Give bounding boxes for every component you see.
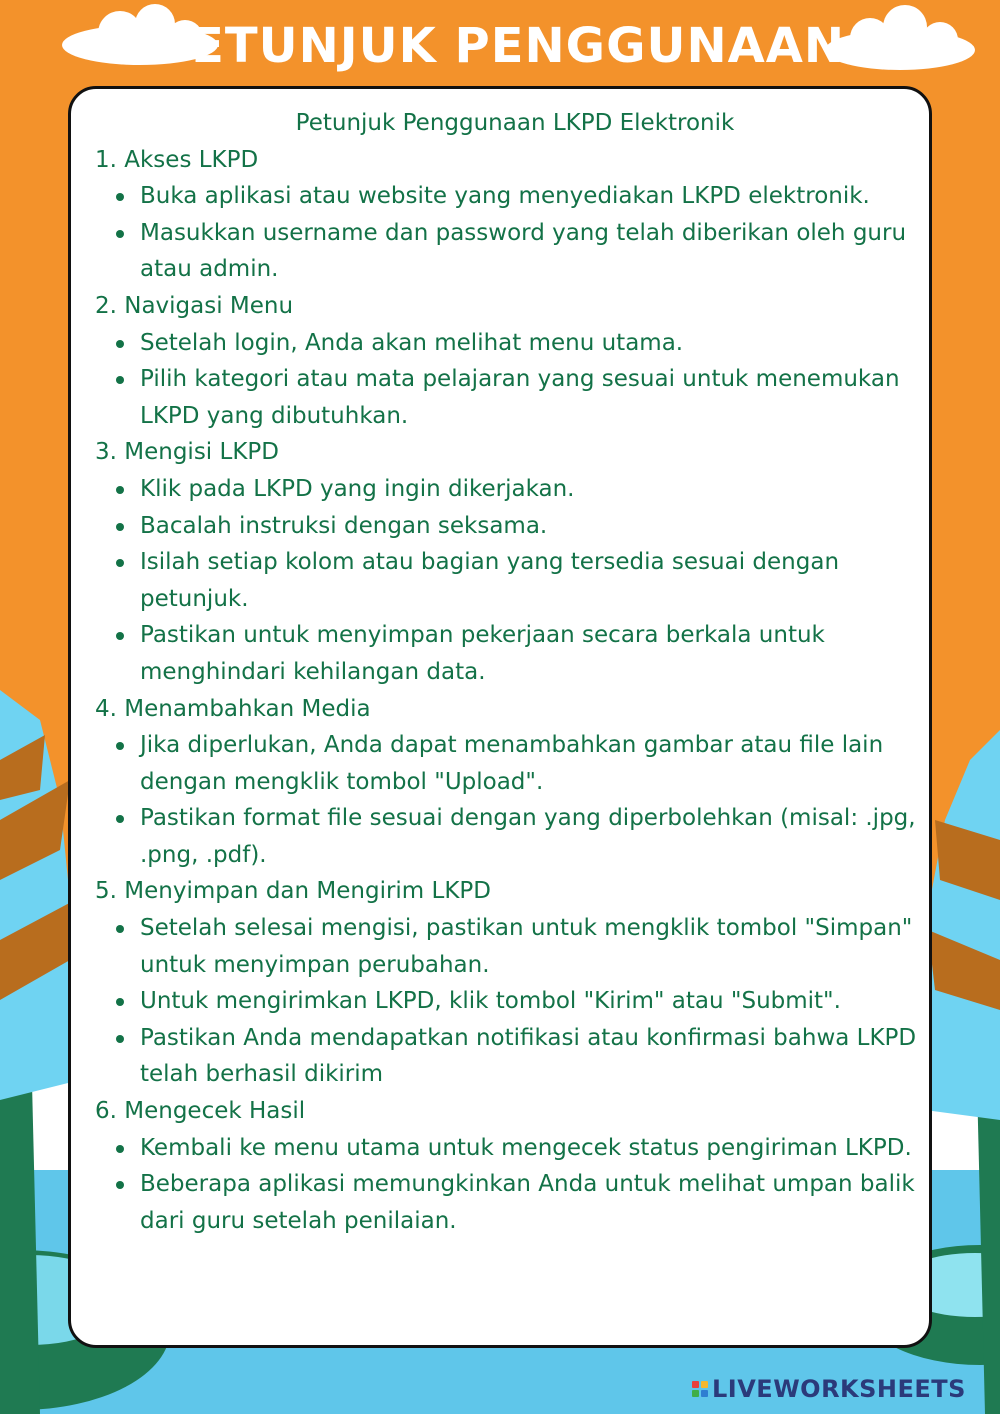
list-item: Setelah selesai mengisi, pastikan untuk mengklik tombol "Simpan" untuk menyimpan perubahan. xyxy=(71,910,929,983)
section-heading: 4. Menambahkan Media xyxy=(95,695,371,722)
section-mengisi-lkpd xyxy=(71,434,929,690)
liveworksheets-brand[interactable] xyxy=(692,1373,966,1405)
liveworksheets-logo-icon xyxy=(692,1381,708,1397)
list-item: Pastikan untuk menyimpan pekerjaan secara berkala untuk menghindari kehilangan data. xyxy=(71,617,929,690)
section-navigasi-menu xyxy=(71,288,929,434)
instruction-card xyxy=(68,86,932,1348)
section-heading: 2. Navigasi Menu xyxy=(95,292,294,319)
section-heading: 5. Menyimpan dan Mengirim LKPD xyxy=(95,878,491,905)
section-heading: 3. Mengisi LKPD xyxy=(95,439,279,466)
list-item: Pastikan format file sesuai dengan yang diperbolehkan (misal: .jpg, .png, .pdf). xyxy=(71,800,929,873)
list-item: Jika diperlukan, Anda dapat menambahkan gambar atau file lain dengan mengklik tombol "Upload". xyxy=(71,727,929,800)
list-item: Buka aplikasi atau website yang menyediakan LKPD elektronik. xyxy=(71,178,929,215)
section-heading: 1. Akses LKPD xyxy=(95,146,259,173)
list-item: Isilah setiap kolom atau bagian yang tersedia sesuai dengan petunjuk. xyxy=(71,544,929,617)
section-menyimpan-mengirim xyxy=(71,873,929,1093)
list-item: Pastikan Anda mendapatkan notifikasi atau konfirmasi bahwa LKPD telah berhasil dikirim xyxy=(71,1020,929,1093)
page-title: PETUNJUK PENGGUNAAN xyxy=(154,18,846,74)
section-heading: 6. Mengecek Hasil xyxy=(95,1098,306,1125)
list-item: Kembali ke menu utama untuk mengecek status pengiriman LKPD. xyxy=(71,1130,929,1167)
list-item: Beberapa aplikasi memungkinkan Anda untuk melihat umpan balik dari guru setelah penilaian. xyxy=(71,1166,929,1239)
list-item: Setelah login, Anda akan melihat menu utama. xyxy=(71,325,929,362)
section-akses-lkpd xyxy=(71,142,929,288)
list-item: Bacalah instruksi dengan seksama. xyxy=(71,508,929,545)
list-item: Untuk mengirimkan LKPD, klik tombol "Kirim" atau "Submit". xyxy=(71,983,929,1020)
list-item: Pilih kategori atau mata pelajaran yang sesuai untuk menemukan LKPD yang dibutuhkan. xyxy=(71,361,929,434)
list-item: Masukkan username dan password yang telah diberikan oleh guru atau admin. xyxy=(71,215,929,288)
list-item: Klik pada LKPD yang ingin dikerjakan. xyxy=(71,471,929,508)
section-menambahkan-media xyxy=(71,691,929,874)
brand-name: LIVEWORKSHEETS xyxy=(712,1375,966,1403)
card-title: Petunjuk Penggunaan LKPD Elektronik xyxy=(295,110,735,136)
section-mengecek-hasil xyxy=(71,1093,929,1239)
